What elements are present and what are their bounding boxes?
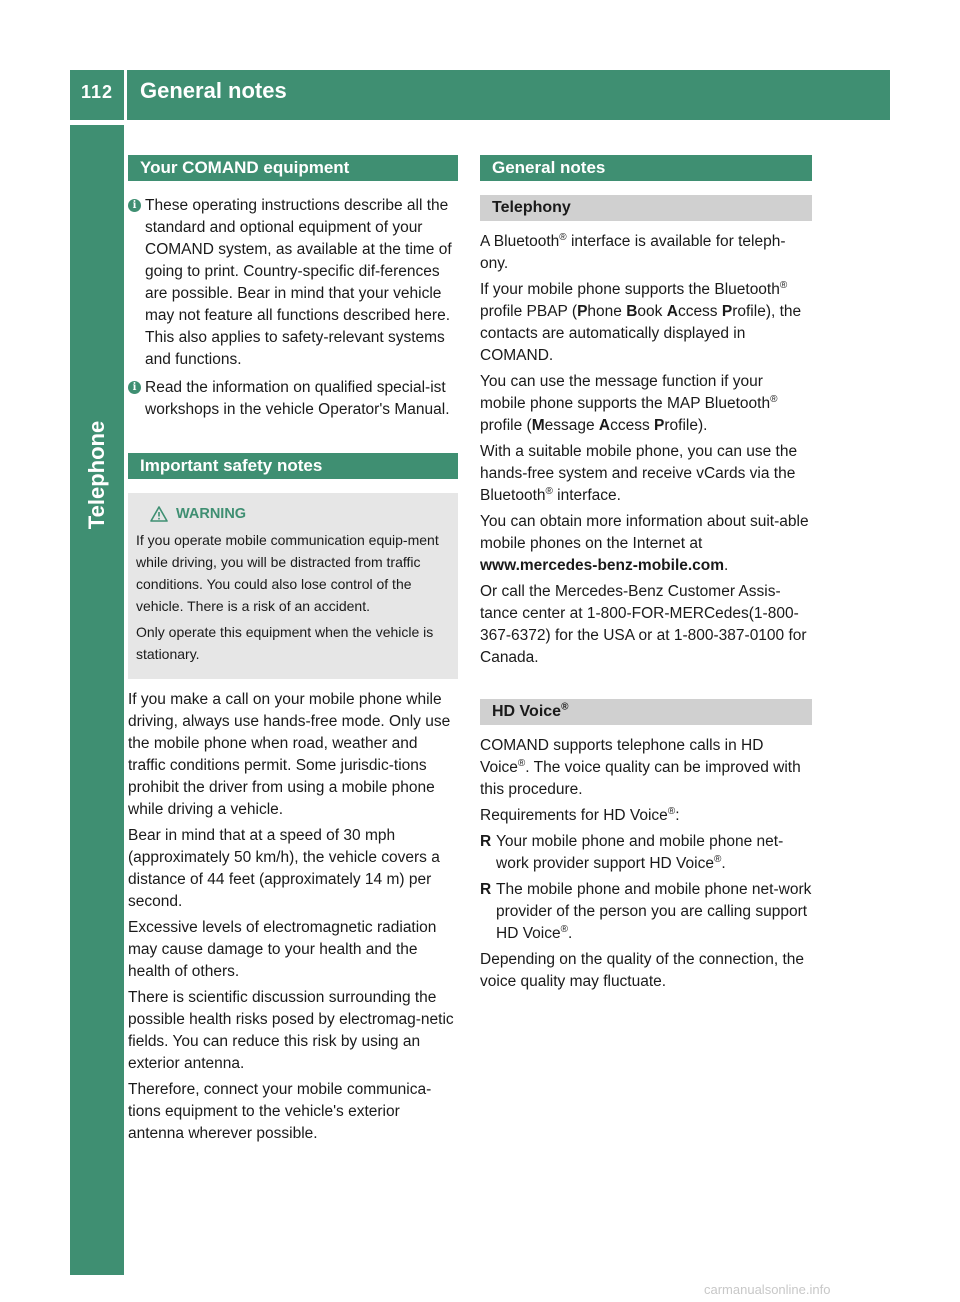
info-icon: i [128, 199, 141, 212]
header-divider [124, 70, 127, 120]
info-note [128, 377, 458, 421]
side-tab-bar [70, 125, 124, 1275]
paragraph: COMAND supports telephone calls in HD Voice®. The voice quality can be improved with this procedure. [480, 737, 801, 798]
paragraph: If you make a call on your mobile phone while driving, always use hands-free mode. Only use the mobile phone when road, weather and traffic conditions permit. Some jurisdic-tions prohibit the driver from using a mobile phone while driving a vehicle. [128, 691, 451, 818]
paragraph: Or call the Mercedes-Benz Customer Assis-tance center at 1-800-FOR-MERCedes(1-800-367-6372) for the USA or at 1-800-387-0100 for Canada. [480, 583, 807, 666]
watermark: carmanualsonline.info [704, 1282, 831, 1297]
subsection-heading-hd-voice: HD Voice® [480, 699, 812, 725]
warning-text: Only operate this equipment when the vehicle is stationary. [136, 624, 434, 662]
warning-box [128, 493, 458, 679]
right-column [480, 155, 812, 997]
paragraph: You can use the message function if your mobile phone supports the MAP Bluetooth® profile (Message Access Profile). [480, 373, 778, 434]
info-icon: i [128, 381, 141, 394]
paragraph: Therefore, connect your mobile communica-tions equipment to the vehicle's exterior antenna wherever possible. [128, 1081, 432, 1142]
paragraph: If your mobile phone supports the Bluetooth® profile PBAP (Phone Book Access Profile), the contacts are automatically displayed in COMAND. [480, 279, 802, 364]
section-heading-equipment: Your COMAND equipment [128, 155, 458, 181]
info-note-text: These operating instructions describe all the standard and optional equipment of your COMAND system, as available at the time of going to print. Country-specific dif-ferences are possible. Bear in mind that your vehicle may not feature all functions described here. This also applies to safety-relevant systems and functions. [145, 197, 452, 368]
warning-triangle-icon [150, 506, 168, 522]
page-title: General notes [140, 78, 287, 103]
paragraph: There is scientific discussion surrounding the possible health risks posed by electromag-netic fields. You can reduce this risk by using an exterior antenna. [128, 989, 454, 1072]
paragraph: With a suitable mobile phone, you can use the hands-free system and receive vCards via the Bluetooth® interface. [480, 443, 798, 504]
website-link: www.mercedes-benz-mobile.com [480, 557, 725, 574]
warning-header [136, 503, 450, 525]
paragraph: Depending on the quality of the connection, the voice quality may fluctuate. [480, 951, 805, 990]
subsection-heading-telephony: Telephony [480, 195, 812, 221]
bullet-icon: R [480, 881, 492, 898]
side-tab-label: Telephone [84, 420, 110, 530]
warning-label: WARNING [176, 506, 247, 522]
list-item: R Your mobile phone and mobile phone net-work provider support HD Voice®. [480, 833, 784, 872]
left-column [128, 155, 458, 1149]
paragraph: Excessive levels of electromagnetic radiation may cause damage to your health and the health of others. [128, 919, 437, 980]
section-heading-safety: Important safety notes [128, 453, 458, 479]
section-heading-general-notes: General notes [480, 155, 812, 181]
info-note-text: Read the information on qualified special-ist workshops in the vehicle Operator's Manual. [145, 379, 450, 418]
page-number: 112 [80, 82, 114, 102]
warning-text: If you operate mobile communication equip-ment while driving, you will be distracted from traffic conditions. You could also lose control of the vehicle. There is a risk of an accident. [136, 532, 439, 614]
paragraph: You can obtain more information about suit-able mobile phones on the Internet at www.mercedes-benz-mobile.com. [480, 513, 809, 574]
paragraph: A Bluetooth® interface is available for teleph-ony. [480, 231, 786, 272]
paragraph: Requirements for HD Voice®: [480, 805, 680, 824]
side-tab [70, 390, 124, 560]
bullet-icon: R [480, 833, 492, 850]
info-note [128, 195, 458, 371]
paragraph: Bear in mind that at a speed of 30 mph (approximately 50 km/h), the vehicle covers a distance of 44 feet (approximately 14 m) per second. [128, 827, 440, 910]
list-item: R The mobile phone and mobile phone net-work provider of the person you are calling support HD Voice®. [480, 881, 812, 942]
